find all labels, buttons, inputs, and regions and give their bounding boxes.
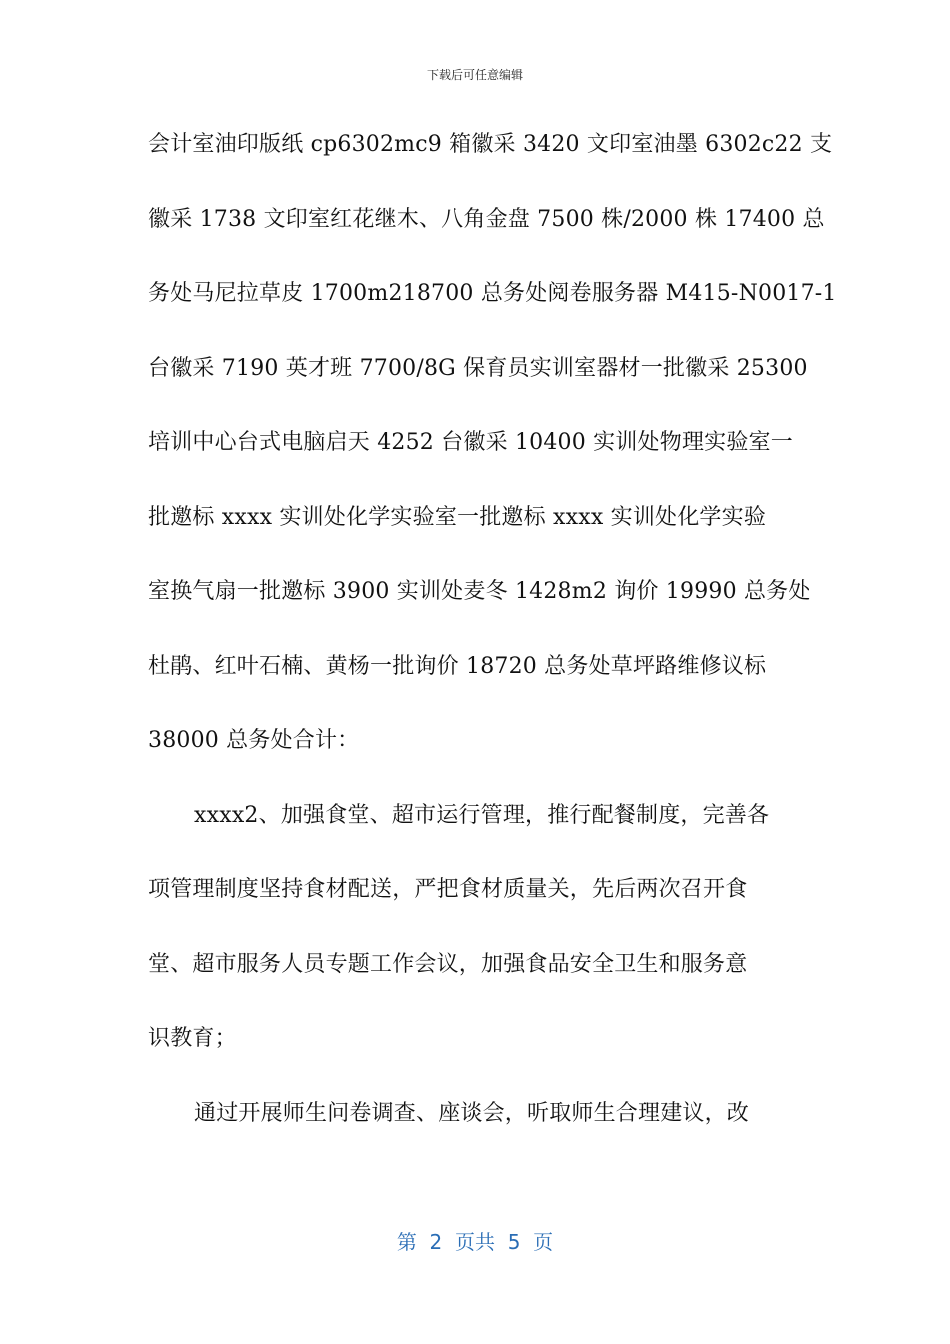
text-line: 培训中心台式电脑启天 4252 台徽采 10400 实训处物理实验室一 bbox=[148, 430, 793, 455]
text-line: 杜鹃、红叶石楠、黄杨一批询价 18720 总务处草坪路维修议标 bbox=[148, 653, 767, 679]
page-number: 第 2 页共 5 页 bbox=[396, 1230, 554, 1254]
text-line: 38000 总务处合计： bbox=[148, 728, 360, 753]
text-line: 批邀标 xxxx 实训处化学实验室一批邀标 xxxx 实训处化学实验 bbox=[148, 504, 767, 530]
paragraph-start-line: 通过开展师生问卷调查、座谈会，听取师生合理建议，改 bbox=[194, 1100, 750, 1126]
text-line: 务处马尼拉草皮 1700m218700 总务处阅卷服务器 M415-N0017-1 bbox=[148, 281, 837, 306]
text-line: 项管理制度坚持食材配送，严把食材质量关，先后两次召开食 bbox=[148, 877, 748, 902]
paragraph-start-line: xxxx2、加强食堂、超市运行管理，推行配餐制度，完善各 bbox=[194, 802, 770, 828]
document-body bbox=[148, 122, 837, 1165]
text-line: 会计室油印版纸 cp6302mc9 箱徽采 3420 文印室油墨 6302c22 支 bbox=[148, 132, 833, 157]
header-note: 下载后可任意编辑 bbox=[426, 68, 523, 82]
text-line: 台徽采 7190 英才班 7700/8G 保育员实训室器材一批徽采 25300 bbox=[148, 355, 808, 381]
text-line: 堂、超市服务人员专题工作会议，加强食品安全卫生和服务意 bbox=[148, 951, 748, 977]
text-line: 室换气扇一批邀标 3900 实训处麦冬 1428m2 询价 19990 总务处 bbox=[148, 579, 811, 604]
text-line: 识教育； bbox=[148, 1026, 237, 1051]
text-line: 徽采 1738 文印室红花继木、八角金盘 7500 株/2000 株 17400 总 bbox=[148, 206, 825, 232]
